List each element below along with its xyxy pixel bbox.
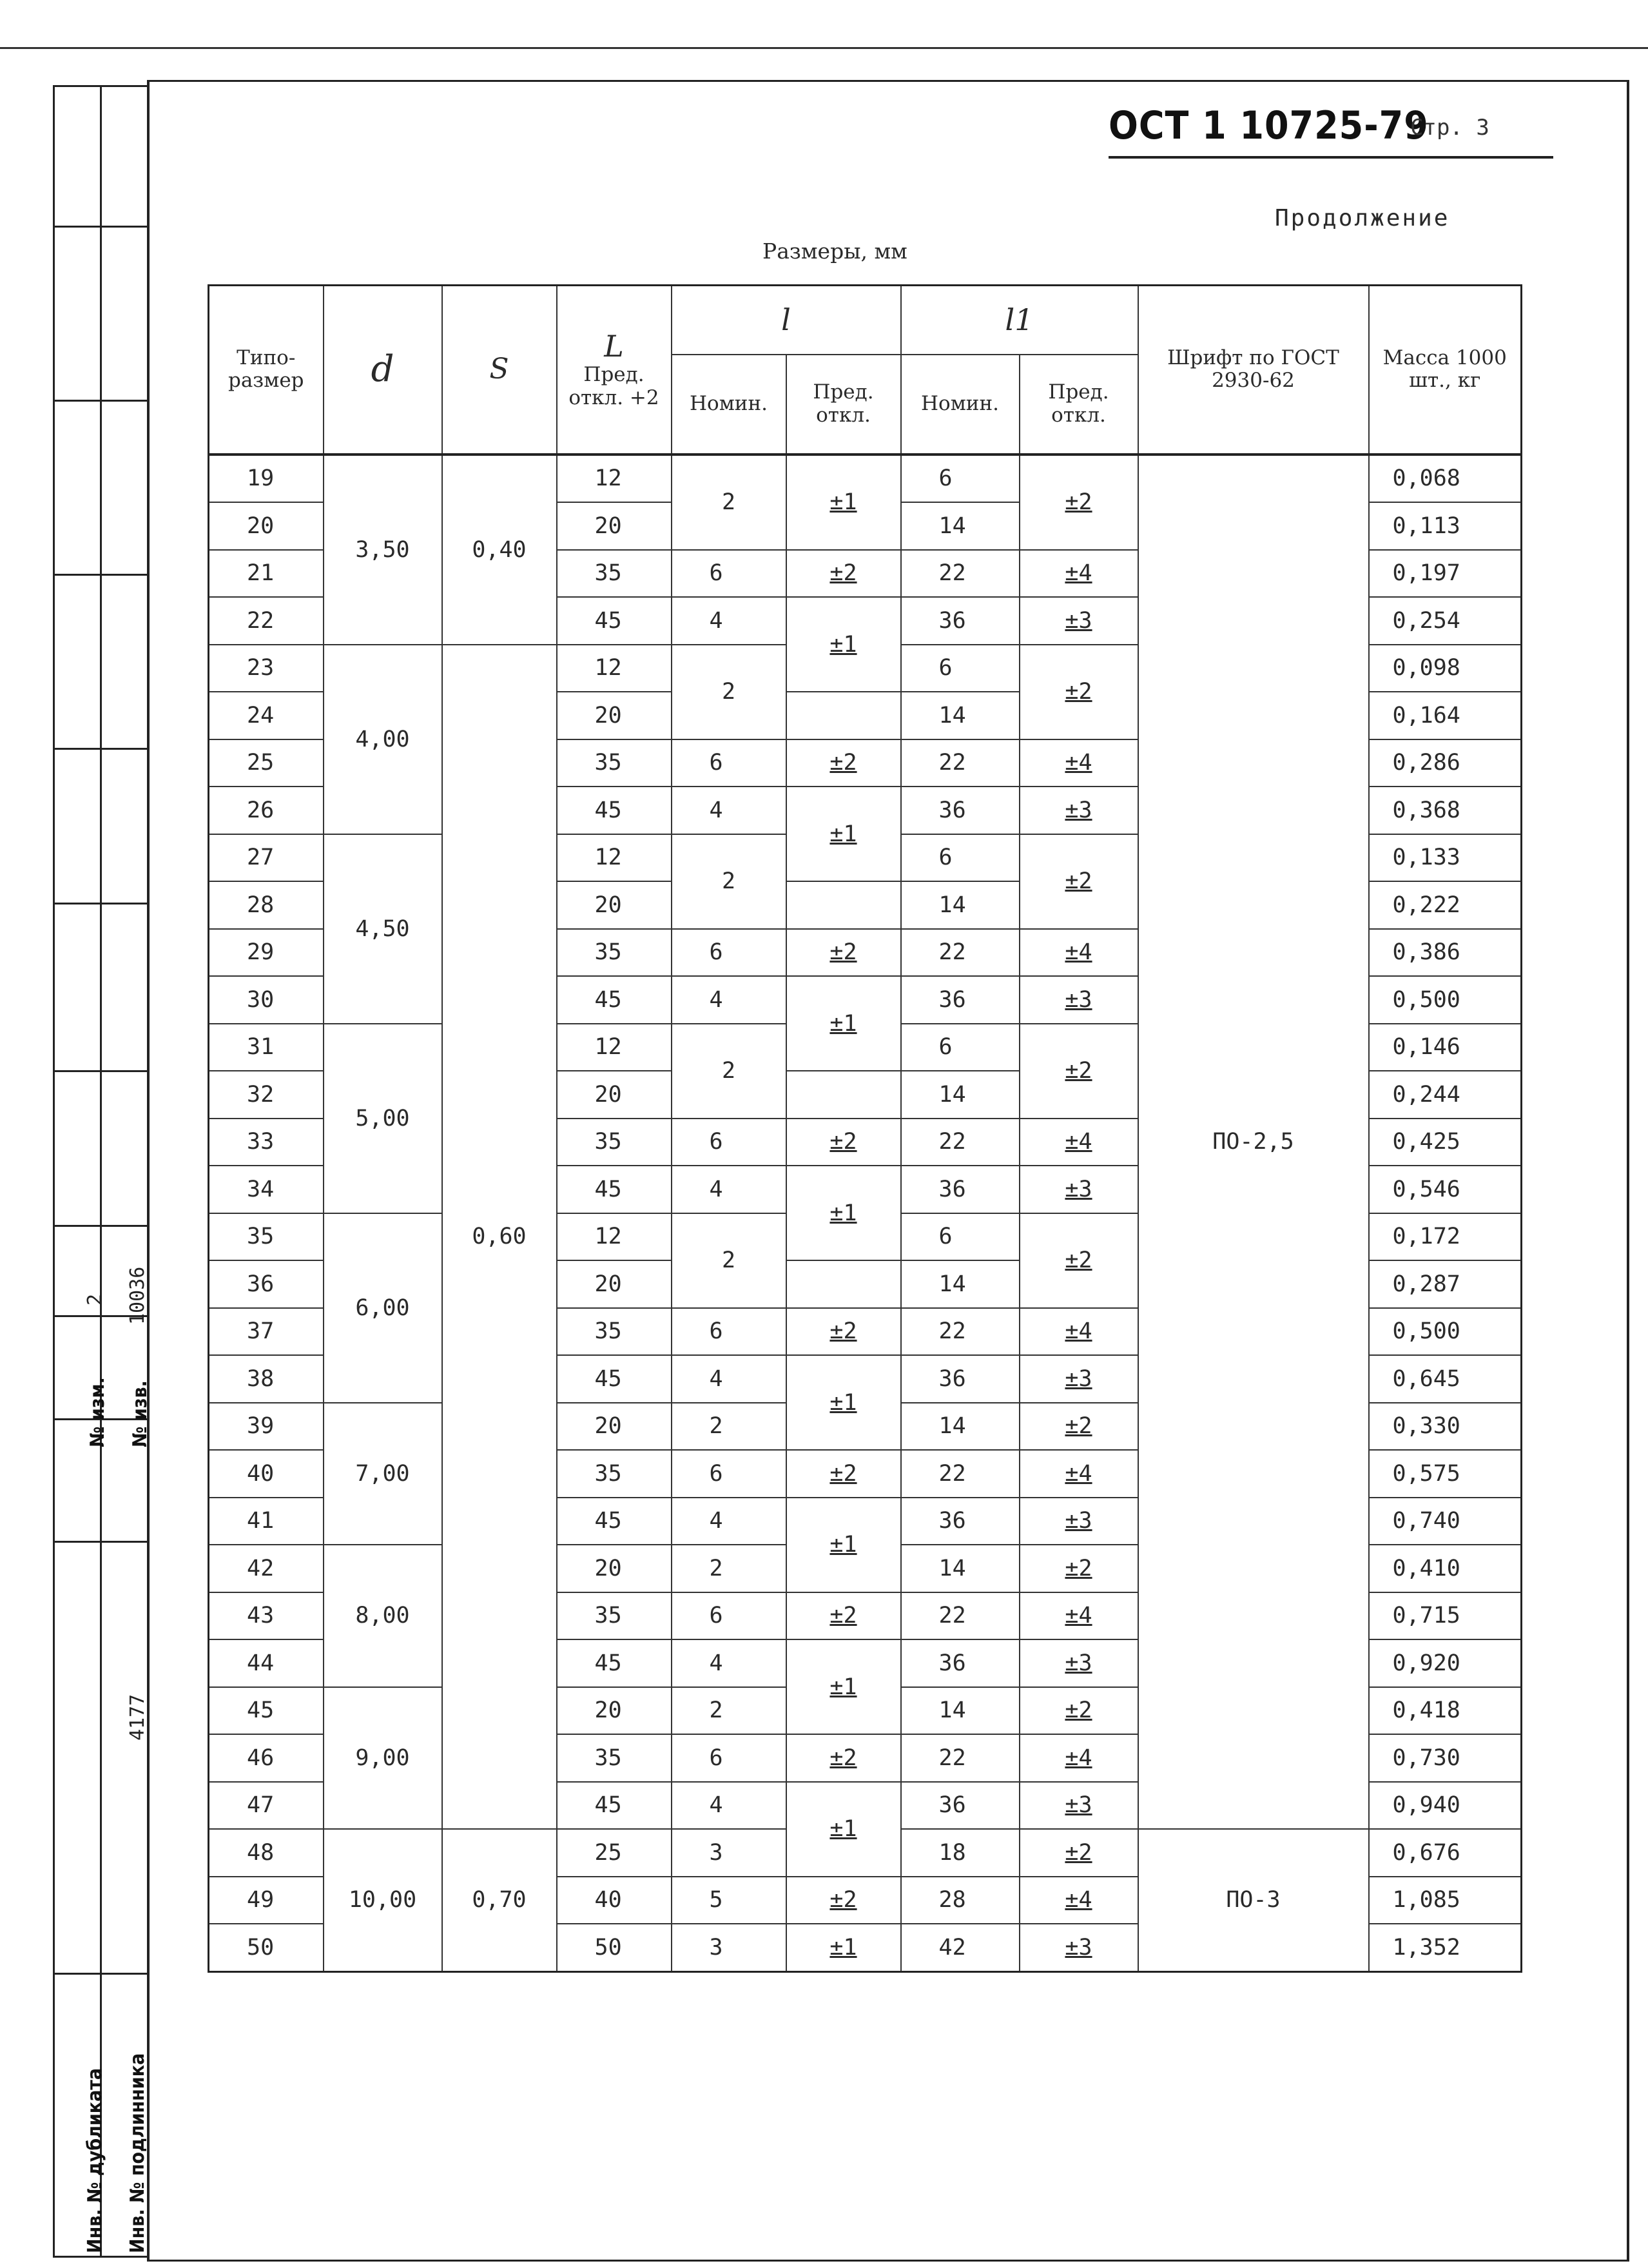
l-nom-cell: 6 xyxy=(672,929,786,977)
l-nom-cell: 4 xyxy=(672,597,786,645)
l1-tol-cell-value: ±2 xyxy=(1065,679,1092,705)
l1-tol-cell-value: ±2 xyxy=(1065,868,1092,894)
continuation-label: Продолжение xyxy=(1275,205,1450,231)
l-tol-cell xyxy=(786,1071,901,1119)
L-cell: 20 xyxy=(557,1071,672,1119)
l-nom-cell: 2 xyxy=(672,645,786,739)
mass-cell: 0,254 xyxy=(1369,597,1522,645)
type-cell: 30 xyxy=(209,976,324,1024)
l-tol-cell-value: ±2 xyxy=(829,750,857,776)
l-tol-cell xyxy=(786,550,901,598)
l1-tol-cell xyxy=(1020,1592,1138,1640)
l1-nom-cell: 14 xyxy=(901,692,1020,739)
l-tol-cell xyxy=(786,1308,901,1356)
code-underline xyxy=(1109,156,1553,159)
type-cell: 19 xyxy=(209,455,324,503)
l-nom-cell: 2 xyxy=(672,1403,786,1451)
L-cell: 20 xyxy=(557,1403,672,1451)
margin-stamp xyxy=(53,85,149,2258)
l-tol-cell xyxy=(786,1924,901,1971)
L-cell: 12 xyxy=(557,1213,672,1261)
L-cell: 35 xyxy=(557,1734,672,1782)
l1-tol-cell-value: ±4 xyxy=(1065,1460,1092,1487)
mass-cell: 0,197 xyxy=(1369,550,1522,598)
L-cell: 35 xyxy=(557,1450,672,1498)
l-tol-cell xyxy=(786,787,901,881)
dup-label: Инв. № дубликата xyxy=(84,2068,106,2253)
mass-cell: 0,164 xyxy=(1369,692,1522,739)
L-cell: 20 xyxy=(557,1545,672,1592)
mass-cell: 0,287 xyxy=(1369,1260,1522,1308)
L-cell: 20 xyxy=(557,1260,672,1308)
L-cell: 12 xyxy=(557,1024,672,1071)
mass-cell: 0,172 xyxy=(1369,1213,1522,1261)
l-tol-cell-value: ±1 xyxy=(829,1674,857,1700)
l1-tol-cell xyxy=(1020,597,1138,645)
l-tol-cell-value: ±1 xyxy=(829,1010,857,1037)
l-tol-cell xyxy=(786,1877,901,1924)
header-L xyxy=(557,286,672,455)
s-cell: 0,40 xyxy=(442,455,557,645)
l-tol-cell xyxy=(786,455,901,550)
size-table xyxy=(208,284,1522,1973)
mass-cell: 0,386 xyxy=(1369,929,1522,977)
document-code: ОСТ 1 10725-79 xyxy=(1109,103,1429,148)
L-cell: 12 xyxy=(557,455,672,503)
type-cell: 20 xyxy=(209,502,324,550)
l1-nom-cell: 22 xyxy=(901,1592,1020,1640)
l1-tol-cell xyxy=(1020,550,1138,598)
l-tol-cell-value: ±1 xyxy=(829,821,857,847)
l1-tol-cell xyxy=(1020,1545,1138,1592)
l1-tol-cell xyxy=(1020,739,1138,787)
l-nom-cell: 6 xyxy=(672,1734,786,1782)
type-cell: 47 xyxy=(209,1782,324,1830)
type-cell: 45 xyxy=(209,1687,324,1735)
l1-tol-cell xyxy=(1020,1734,1138,1782)
izv-label: № изв. xyxy=(129,1380,151,1447)
l-nom-cell: 6 xyxy=(672,1119,786,1166)
type-cell: 43 xyxy=(209,1592,324,1640)
type-cell: 22 xyxy=(209,597,324,645)
l-nom-cell: 6 xyxy=(672,1450,786,1498)
type-cell: 41 xyxy=(209,1498,324,1545)
mass-cell: 0,575 xyxy=(1369,1450,1522,1498)
type-cell: 36 xyxy=(209,1260,324,1308)
l-tol-cell-value: ±2 xyxy=(829,1887,857,1913)
d-cell: 6,00 xyxy=(324,1213,442,1403)
type-cell: 35 xyxy=(209,1213,324,1261)
mass-cell: 1,085 xyxy=(1369,1877,1522,1924)
l1-tol-cell xyxy=(1020,1829,1138,1877)
header-l1-nom: Номин. xyxy=(901,355,1020,455)
l-nom-cell: 2 xyxy=(672,455,786,550)
L-cell: 20 xyxy=(557,502,672,550)
l-tol-cell-value: ±1 xyxy=(829,1200,857,1226)
l1-nom-cell: 14 xyxy=(901,502,1020,550)
mass-cell: 0,113 xyxy=(1369,502,1522,550)
orig-value: 4177 xyxy=(126,1694,149,1741)
l1-nom-cell: 14 xyxy=(901,1687,1020,1735)
type-cell: 23 xyxy=(209,645,324,692)
header-l-nom: Номин. xyxy=(672,355,786,455)
l-nom-cell: 2 xyxy=(672,1687,786,1735)
table-body xyxy=(209,455,1522,1972)
l1-nom-cell: 36 xyxy=(901,1639,1020,1687)
l-nom-cell: 2 xyxy=(672,1213,786,1308)
l1-tol-cell-value: ±3 xyxy=(1065,1650,1092,1676)
L-cell: 35 xyxy=(557,1119,672,1166)
l-nom-cell: 4 xyxy=(672,1166,786,1213)
l1-nom-cell: 36 xyxy=(901,1782,1020,1830)
L-cell: 12 xyxy=(557,645,672,692)
L-cell: 35 xyxy=(557,1308,672,1356)
l1-tol-cell xyxy=(1020,1877,1138,1924)
l1-tol-cell-value: ±2 xyxy=(1065,1697,1092,1724)
l1-tol-cell xyxy=(1020,1403,1138,1451)
type-cell: 24 xyxy=(209,692,324,739)
l-tol-cell xyxy=(786,881,901,929)
L-cell: 35 xyxy=(557,929,672,977)
header-l1-tol: Пред. откл. xyxy=(1020,355,1138,455)
table-row xyxy=(209,455,1522,503)
mass-cell: 0,425 xyxy=(1369,1119,1522,1166)
mass-cell: 0,730 xyxy=(1369,1734,1522,1782)
mass-cell: 0,068 xyxy=(1369,455,1522,503)
mass-cell: 0,368 xyxy=(1369,787,1522,834)
l-nom-cell: 4 xyxy=(672,1355,786,1403)
type-cell: 42 xyxy=(209,1545,324,1592)
l1-nom-cell: 36 xyxy=(901,976,1020,1024)
type-cell: 21 xyxy=(209,550,324,598)
mass-cell: 0,133 xyxy=(1369,834,1522,882)
l1-nom-cell: 22 xyxy=(901,1450,1020,1498)
l1-nom-cell: 36 xyxy=(901,1166,1020,1213)
l-nom-cell: 4 xyxy=(672,1782,786,1830)
l-nom-cell: 6 xyxy=(672,739,786,787)
l1-tol-cell xyxy=(1020,1498,1138,1545)
L-cell: 20 xyxy=(557,1687,672,1735)
L-cell: 45 xyxy=(557,597,672,645)
mass-cell: 0,146 xyxy=(1369,1024,1522,1071)
type-cell: 34 xyxy=(209,1166,324,1213)
l1-tol-cell xyxy=(1020,1355,1138,1403)
header-l-tol: Пред. откл. xyxy=(786,355,901,455)
header-L-symbol: L xyxy=(604,329,624,364)
l1-nom-cell: 22 xyxy=(901,1308,1020,1356)
l-nom-cell: 2 xyxy=(672,1024,786,1119)
mass-cell: 0,286 xyxy=(1369,739,1522,787)
header-s: S xyxy=(442,286,557,455)
l-tol-cell-value: ±2 xyxy=(829,939,857,966)
mass-cell: 0,222 xyxy=(1369,881,1522,929)
page-number: Стр. 3 xyxy=(1410,115,1489,141)
L-cell: 35 xyxy=(557,550,672,598)
l1-tol-cell-value: ±3 xyxy=(1065,986,1092,1013)
d-cell: 7,00 xyxy=(324,1403,442,1545)
s-cell: 0,70 xyxy=(442,1829,557,1971)
l-tol-cell-value: ±2 xyxy=(829,1460,857,1487)
l1-tol-cell-value: ±3 xyxy=(1065,607,1092,634)
l-tol-cell xyxy=(786,1260,901,1308)
l1-tol-cell-value: ±3 xyxy=(1065,1934,1092,1960)
l1-nom-cell: 22 xyxy=(901,1734,1020,1782)
l-nom-cell: 4 xyxy=(672,976,786,1024)
l1-nom-cell: 22 xyxy=(901,739,1020,787)
L-cell: 45 xyxy=(557,787,672,834)
izm-value: 2 xyxy=(84,1293,106,1305)
mass-cell: 0,418 xyxy=(1369,1687,1522,1735)
l1-nom-cell: 36 xyxy=(901,1355,1020,1403)
header-mass: Масса 1000 шт., кг xyxy=(1369,286,1522,455)
type-cell: 50 xyxy=(209,1924,324,1971)
l-nom-cell: 2 xyxy=(672,1545,786,1592)
L-cell: 45 xyxy=(557,1782,672,1830)
l1-nom-cell: 14 xyxy=(901,1071,1020,1119)
l-tol-cell xyxy=(786,1734,901,1782)
type-cell: 39 xyxy=(209,1403,324,1451)
L-cell: 20 xyxy=(557,881,672,929)
l1-tol-cell xyxy=(1020,1119,1138,1166)
d-cell: 10,00 xyxy=(324,1829,442,1971)
font-cell: ПО-2,5 xyxy=(1138,455,1369,1830)
type-cell: 27 xyxy=(209,834,324,882)
l-nom-cell: 2 xyxy=(672,834,786,929)
l-tol-cell-value: ±1 xyxy=(829,1934,857,1960)
l-tol-cell-value: ±2 xyxy=(829,1318,857,1345)
L-cell: 20 xyxy=(557,692,672,739)
izv-value: 10036 xyxy=(126,1266,149,1325)
l1-nom-cell: 22 xyxy=(901,929,1020,977)
l1-tol-cell xyxy=(1020,787,1138,834)
l1-nom-cell: 6 xyxy=(901,455,1020,503)
L-cell: 45 xyxy=(557,1166,672,1213)
header-type: Типо-размер xyxy=(209,286,324,455)
l-tol-cell-value: ±2 xyxy=(829,1603,857,1629)
l1-tol-cell-value: ±3 xyxy=(1065,1176,1092,1202)
L-cell: 40 xyxy=(557,1877,672,1924)
L-cell: 50 xyxy=(557,1924,672,1971)
type-cell: 38 xyxy=(209,1355,324,1403)
l1-nom-cell: 36 xyxy=(901,1498,1020,1545)
L-cell: 45 xyxy=(557,1355,672,1403)
l1-nom-cell: 14 xyxy=(901,1545,1020,1592)
l1-nom-cell: 14 xyxy=(901,881,1020,929)
header-font: Шрифт по ГОСТ 2930-62 xyxy=(1138,286,1369,455)
mass-cell: 0,500 xyxy=(1369,1308,1522,1356)
l-nom-cell: 6 xyxy=(672,1308,786,1356)
type-cell: 44 xyxy=(209,1639,324,1687)
font-cell: ПО-3 xyxy=(1138,1829,1369,1971)
l1-tol-cell xyxy=(1020,1639,1138,1687)
l1-nom-cell: 14 xyxy=(901,1260,1020,1308)
dimensions-caption: Размеры, мм xyxy=(762,239,907,264)
l-tol-cell xyxy=(786,739,901,787)
izm-label: № изм. xyxy=(86,1377,109,1447)
l-tol-cell xyxy=(786,929,901,977)
l1-tol-cell-value: ±4 xyxy=(1065,1129,1092,1155)
l1-nom-cell: 22 xyxy=(901,550,1020,598)
type-cell: 25 xyxy=(209,739,324,787)
l1-tol-cell xyxy=(1020,455,1138,550)
L-cell: 35 xyxy=(557,739,672,787)
mass-cell: 0,500 xyxy=(1369,976,1522,1024)
l1-tol-cell-value: ±3 xyxy=(1065,1508,1092,1534)
l1-tol-cell-value: ±2 xyxy=(1065,1247,1092,1273)
type-cell: 48 xyxy=(209,1829,324,1877)
l-tol-cell xyxy=(786,1498,901,1592)
d-cell: 5,00 xyxy=(324,1024,442,1213)
l1-tol-cell xyxy=(1020,1308,1138,1356)
l1-tol-cell-value: ±2 xyxy=(1065,1555,1092,1581)
l1-nom-cell: 6 xyxy=(901,1213,1020,1261)
l1-nom-cell: 6 xyxy=(901,834,1020,882)
l-nom-cell: 5 xyxy=(672,1877,786,1924)
l1-tol-cell-value: ±4 xyxy=(1065,560,1092,587)
l1-tol-cell xyxy=(1020,645,1138,739)
l1-nom-cell: 36 xyxy=(901,787,1020,834)
header-l1: l1 xyxy=(901,286,1138,355)
mass-cell: 0,330 xyxy=(1369,1403,1522,1451)
type-cell: 32 xyxy=(209,1071,324,1119)
mass-cell: 0,940 xyxy=(1369,1782,1522,1830)
top-rule xyxy=(0,47,1648,49)
l-tol-cell-value: ±1 xyxy=(829,631,857,658)
type-cell: 37 xyxy=(209,1308,324,1356)
L-cell: 45 xyxy=(557,1498,672,1545)
mass-cell: 0,715 xyxy=(1369,1592,1522,1640)
l1-tol-cell xyxy=(1020,1782,1138,1830)
l1-tol-cell-value: ±2 xyxy=(1065,489,1092,515)
l-nom-cell: 4 xyxy=(672,1639,786,1687)
L-cell: 45 xyxy=(557,976,672,1024)
mass-cell: 0,244 xyxy=(1369,1071,1522,1119)
l-tol-cell xyxy=(786,692,901,739)
l-tol-cell xyxy=(786,1450,901,1498)
l1-nom-cell: 14 xyxy=(901,1403,1020,1451)
mass-cell: 0,098 xyxy=(1369,645,1522,692)
l-tol-cell-value: ±1 xyxy=(829,1389,857,1416)
l1-nom-cell: 6 xyxy=(901,645,1020,692)
l-tol-cell xyxy=(786,1166,901,1260)
l1-tol-cell-value: ±2 xyxy=(1065,1413,1092,1440)
mass-cell: 0,676 xyxy=(1369,1829,1522,1877)
l-tol-cell-value: ±1 xyxy=(829,1816,857,1842)
l1-nom-cell: 18 xyxy=(901,1829,1020,1877)
mass-cell: 0,920 xyxy=(1369,1639,1522,1687)
l1-nom-cell: 42 xyxy=(901,1924,1020,1971)
l1-tol-cell xyxy=(1020,1687,1138,1735)
l1-tol-cell xyxy=(1020,1924,1138,1971)
type-cell: 40 xyxy=(209,1450,324,1498)
header-L-tol: Пред. откл. +2 xyxy=(568,363,659,409)
l-tol-cell xyxy=(786,1355,901,1450)
l1-tol-cell xyxy=(1020,976,1138,1024)
l-tol-cell-value: ±2 xyxy=(829,560,857,587)
l-tol-cell xyxy=(786,1592,901,1640)
type-cell: 33 xyxy=(209,1119,324,1166)
l1-tol-cell-value: ±4 xyxy=(1065,939,1092,966)
d-cell: 3,50 xyxy=(324,455,442,645)
l-nom-cell: 6 xyxy=(672,550,786,598)
mass-cell: 1,352 xyxy=(1369,1924,1522,1971)
d-cell: 8,00 xyxy=(324,1545,442,1687)
L-cell: 45 xyxy=(557,1639,672,1687)
L-cell: 12 xyxy=(557,834,672,882)
l1-nom-cell: 28 xyxy=(901,1877,1020,1924)
mass-cell: 0,410 xyxy=(1369,1545,1522,1592)
l1-tol-cell xyxy=(1020,1213,1138,1308)
l1-tol-cell-value: ±2 xyxy=(1065,1839,1092,1866)
type-cell: 49 xyxy=(209,1877,324,1924)
l-nom-cell: 4 xyxy=(672,1498,786,1545)
l-nom-cell: 3 xyxy=(672,1924,786,1971)
l-tol-cell xyxy=(786,1782,901,1877)
l1-nom-cell: 36 xyxy=(901,597,1020,645)
l1-tol-cell-value: ±4 xyxy=(1065,1887,1092,1913)
d-cell: 4,50 xyxy=(324,834,442,1024)
l1-tol-cell-value: ±4 xyxy=(1065,1318,1092,1345)
l-nom-cell: 6 xyxy=(672,1592,786,1640)
l1-tol-cell-value: ±3 xyxy=(1065,797,1092,823)
l1-tol-cell xyxy=(1020,1166,1138,1213)
type-cell: 26 xyxy=(209,787,324,834)
l-tol-cell xyxy=(786,976,901,1071)
mass-cell: 0,740 xyxy=(1369,1498,1522,1545)
s-cell: 0,60 xyxy=(442,645,557,1830)
type-cell: 29 xyxy=(209,929,324,977)
l1-tol-cell-value: ±2 xyxy=(1065,1058,1092,1084)
header-l: l xyxy=(672,286,901,355)
l1-tol-cell-value: ±4 xyxy=(1065,750,1092,776)
l-tol-cell-value: ±1 xyxy=(829,489,857,515)
l-tol-cell-value: ±2 xyxy=(829,1745,857,1771)
l-nom-cell: 3 xyxy=(672,1829,786,1877)
l1-tol-cell-value: ±4 xyxy=(1065,1745,1092,1771)
l1-tol-cell xyxy=(1020,1024,1138,1119)
l1-tol-cell xyxy=(1020,929,1138,977)
l1-tol-cell-value: ±4 xyxy=(1065,1603,1092,1629)
l1-tol-cell xyxy=(1020,1450,1138,1498)
l-nom-cell: 4 xyxy=(672,787,786,834)
l-tol-cell-value: ±1 xyxy=(829,1532,857,1558)
l-tol-cell xyxy=(786,1119,901,1166)
l1-nom-cell: 22 xyxy=(901,1119,1020,1166)
l-tol-cell-value: ±2 xyxy=(829,1129,857,1155)
l-tol-cell xyxy=(786,597,901,692)
type-cell: 31 xyxy=(209,1024,324,1071)
l1-nom-cell: 6 xyxy=(901,1024,1020,1071)
l1-tol-cell-value: ±3 xyxy=(1065,1365,1092,1392)
type-cell: 46 xyxy=(209,1734,324,1782)
header-d: d xyxy=(324,286,442,455)
l1-tol-cell-value: ±3 xyxy=(1065,1792,1092,1819)
mass-cell: 0,546 xyxy=(1369,1166,1522,1213)
L-cell: 25 xyxy=(557,1829,672,1877)
L-cell: 35 xyxy=(557,1592,672,1640)
type-cell: 28 xyxy=(209,881,324,929)
d-cell: 9,00 xyxy=(324,1687,442,1830)
l1-tol-cell xyxy=(1020,834,1138,929)
l-tol-cell xyxy=(786,1639,901,1734)
orig-label: Инв. № подлинника xyxy=(126,2053,149,2253)
d-cell: 4,00 xyxy=(324,645,442,834)
mass-cell: 0,645 xyxy=(1369,1355,1522,1403)
